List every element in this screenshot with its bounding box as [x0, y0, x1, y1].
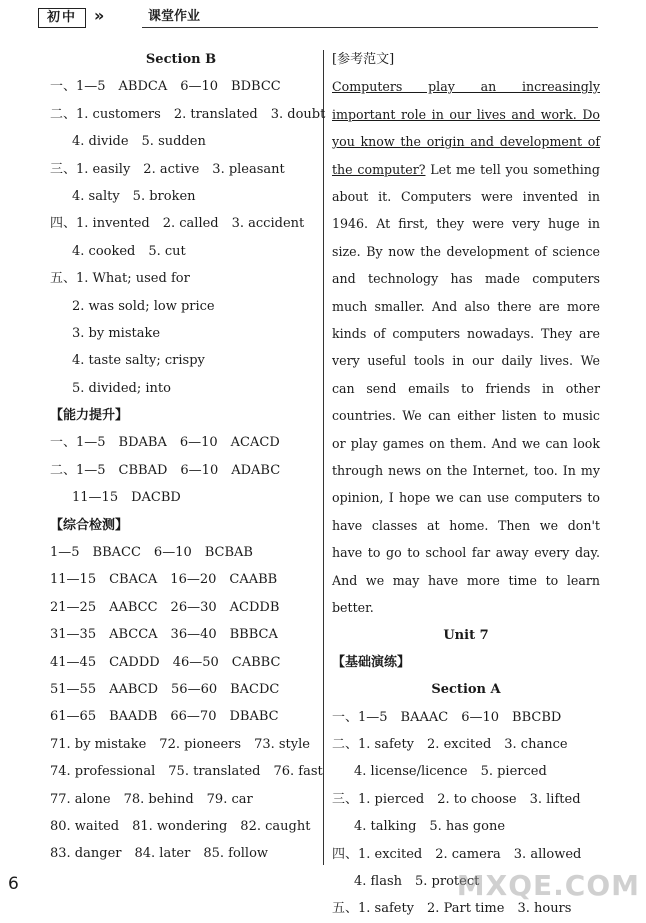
grade-tag: 初中 [38, 8, 86, 28]
model-essay [332, 73, 600, 621]
answer-line: 三、1. easily 2. active 3. pleasant [50, 161, 285, 177]
answer-line: 4. talking 5. has gone [354, 819, 506, 835]
section-b-heading: Section B [145, 52, 217, 67]
answer-line: 74. professional 75. translated 76. fast [50, 764, 323, 780]
header-rule [142, 27, 598, 28]
answer-line: 二、1. customers 2. translated 3. doubt [50, 106, 326, 122]
comprehensive-heading: 【综合检测】 [50, 517, 129, 533]
answer-line: 11—15 DACBD [72, 490, 181, 506]
header-title: 课堂作业 [148, 9, 201, 24]
answer-line: 五、1. What; used for [50, 271, 190, 287]
answer-line: 3. by mistake [72, 325, 161, 341]
left-column [50, 46, 326, 868]
page-header [38, 8, 598, 28]
answer-line: 4. taste salty; crispy [72, 353, 205, 369]
answer-line: 71. by mistake 72. pioneers 73. style [50, 736, 310, 752]
answer-line: 一、1—5 ABDCA 6—10 BDBCC [50, 79, 281, 95]
page-number: 6 [8, 874, 19, 894]
answer-line: 4. salty 5. broken [72, 188, 196, 204]
answer-line: 2. was sold; low price [72, 298, 215, 314]
answer-line: 二、1. safety 2. excited 3. chance [332, 737, 568, 753]
model-essay-heading: [参考范文] [332, 52, 395, 67]
watermark: MXQE.COM [456, 869, 640, 902]
ability-heading: 【能力提升】 [50, 408, 129, 424]
answer-line: 4. license/licence 5. pierced [354, 764, 547, 780]
answer-line: 51—55 AABCD 56—60 BACDC [50, 681, 280, 697]
answer-line: 80. waited 81. wondering 82. caught [50, 818, 311, 834]
answer-line: 77. alone 78. behind 79. car [50, 791, 253, 807]
answer-line: 4. cooked 5. cut [72, 243, 186, 259]
answer-line: 61—65 BAADB 66—70 DBABC [50, 709, 279, 725]
answer-line: 4. flash 5. protect [354, 874, 480, 890]
basic-heading: 【基础演练】 [332, 654, 411, 670]
answer-line: 1—5 BBACC 6—10 BCBAB [50, 545, 253, 561]
answer-line: 一、1—5 BDABA 6—10 ACACD [50, 435, 280, 451]
answer-line: 三、1. pierced 2. to choose 3. lifted [332, 791, 581, 807]
answer-line: 二、1—5 CBBAD 6—10 ADABC [50, 462, 281, 478]
essay-underlined: Computers play an increasingly important role in our lives and work. Do you know the origin and development of the computer? [332, 79, 600, 177]
answer-line: 21—25 AABCC 26—30 ACDDB [50, 599, 280, 615]
unit-heading: Unit 7 [443, 627, 489, 643]
answer-line: 5. divided; into [72, 380, 171, 396]
answer-line: 11—15 CBACA 16—20 CAABB [50, 572, 278, 588]
answer-line: 31—35 ABCCA 36—40 BBBCA [50, 627, 278, 643]
section-a-heading: Section A [431, 682, 501, 698]
answer-line: 一、1—5 BAAAC 6—10 BBCBD [332, 709, 562, 725]
essay-body: Let me tell you something about it. Computers were invented in 1946. At first, they were very huge in size. By now the development of science and technology has made computers much smaller. And also there are more kinds of computers nowadays. They are very useful tools in our daily lives. We can send emails to friends in other countries. We can either listen to music or play games on them. And we can look through news on the Internet, too. In my opinion, I hope we can use computers to have classes at home. Then we don't have to go to school far away every day. And we may have more time to learn better. [332, 161, 600, 616]
column-divider [323, 50, 324, 865]
answer-line: 四、1. invented 2. called 3. accident [50, 216, 305, 232]
answer-line: 五、1. safety 2. Part time 3. hours [332, 901, 572, 917]
right-column [332, 46, 600, 923]
answer-line: 四、1. excited 2. camera 3. allowed [332, 846, 582, 862]
answer-line: 41—45 CADDD 46—50 CABBC [50, 654, 281, 670]
double-chevron-icon: » [94, 6, 105, 25]
answer-line: 83. danger 84. later 85. follow [50, 846, 269, 862]
answer-line: 4. divide 5. sudden [72, 134, 206, 150]
